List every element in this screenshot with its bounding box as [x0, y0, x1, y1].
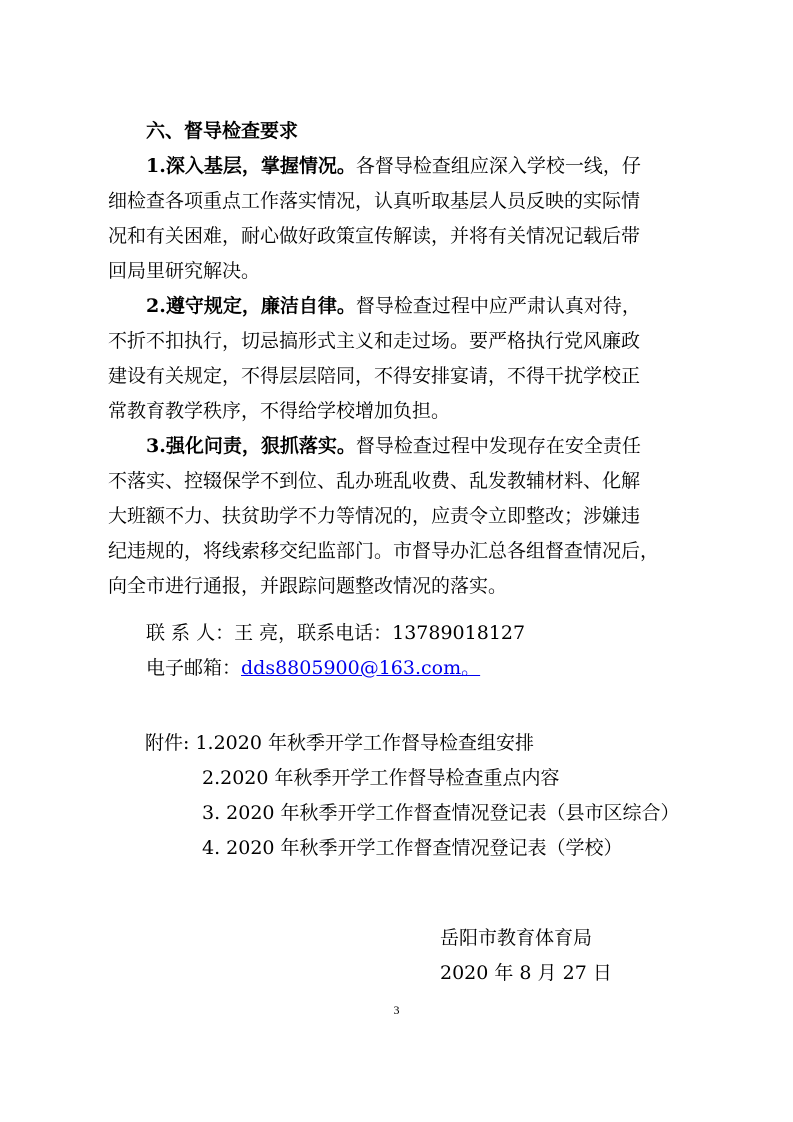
- attachments-label: 附件:: [145, 732, 190, 754]
- email-link[interactable]: dds8805900@163.com。: [241, 657, 481, 679]
- attachment-item-4: 4. 2020 年秋季开学工作督查情况登记表（学校）: [202, 837, 623, 859]
- item-3-first-line: [146, 433, 641, 459]
- item-2-line-3: 建设有关规定，不得层层陪同，不得安排宴请，不得干扰学校正: [108, 365, 641, 387]
- attachment-item-1: 1.2020 年秋季开学工作督导检查组安排: [195, 732, 534, 754]
- email-label: 电子邮箱：: [146, 657, 242, 679]
- item-1-line-4: 回局里研究解决。: [108, 260, 261, 282]
- signature-date: 2020 年 8 月 27 日: [440, 962, 612, 984]
- contact-person-line: 联 系 人：王 亮，联系电话：13789018127: [146, 622, 526, 644]
- item-3-title: 3.强化问责，狠抓落实。: [146, 435, 356, 457]
- contact-email-line: [146, 655, 480, 681]
- item-2-title: 2.遵守规定，廉洁自律。: [146, 295, 356, 317]
- attachment-line-1: [145, 730, 534, 756]
- attachment-item-3: 3. 2020 年秋季开学工作督查情况登记表（县市区综合）: [202, 802, 680, 824]
- item-3-line-2: 不落实、控辍保学不到位、乱办班乱收费、乱发教辅材料、化解: [108, 470, 641, 492]
- item-3-line-5: 向全市进行通报，并跟踪问题整改情况的落实。: [108, 575, 508, 597]
- item-1-line-2: 细检查各项重点工作落实情况，认真听取基层人员反映的实际情: [108, 190, 641, 212]
- section-heading: 六、督导检查要求: [146, 120, 299, 142]
- attachment-item-2: 2.2020 年秋季开学工作督导检查重点内容: [202, 767, 560, 789]
- item-3-line-3: 大班额不力、扶贫助学不力等情况的，应责令立即整改；涉嫌违: [108, 505, 641, 527]
- item-3-line-4: 纪违规的，将线索移交纪监部门。市督导办汇总各组督查情况后，: [108, 540, 660, 562]
- item-2-line-2: 不折不扣执行，切忌搞形式主义和走过场。要严格执行党风廉政: [108, 330, 641, 352]
- signature-org: 岳阳市教育体育局: [440, 927, 593, 949]
- item-2-line-4: 常教育教学秩序，不得给学校增加负担。: [108, 400, 451, 422]
- item-3-line-1: 督导检查过程中发现存在安全责任: [355, 435, 641, 457]
- page-number: 3: [393, 1003, 400, 1017]
- item-2-first-line: [146, 293, 641, 319]
- item-1-line-3: 况和有关困难，耐心做好政策宣传解读，并将有关情况记载后带: [108, 225, 641, 247]
- item-1-first-line: [146, 153, 641, 179]
- item-2-line-1: 督导检查过程中应严肃认真对待，: [355, 295, 641, 317]
- item-1-line-1: 各督导检查组应深入学校一线，仔: [355, 155, 641, 177]
- item-1-title: 1.深入基层，掌握情况。: [146, 155, 356, 177]
